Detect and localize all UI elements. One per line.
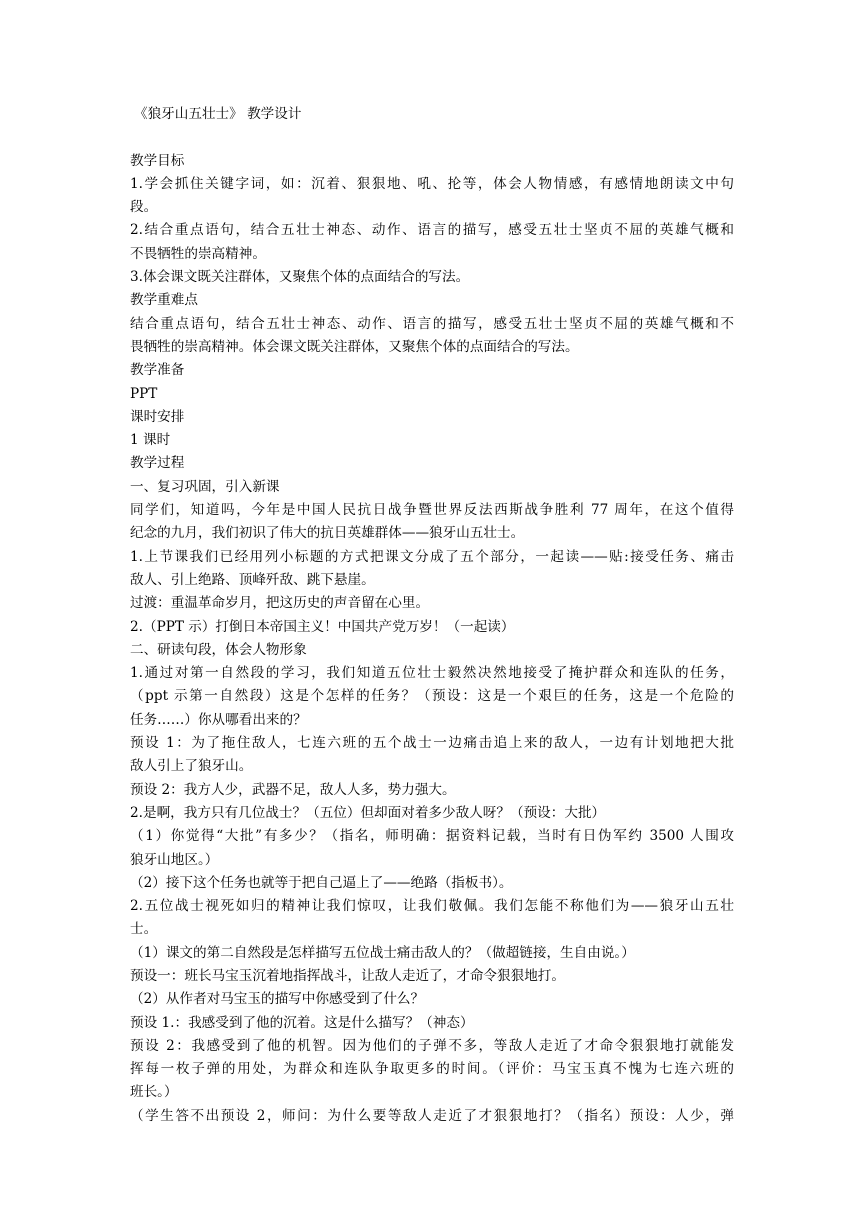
text-line: 2.（PPT 示）打倒日本帝国主义！中国共产党万岁！（一起读） (130, 618, 515, 635)
text-line: 预设 1：为了拖住敌人，七连六班的五个战士一边痛击追上来的敌人，一边有计划地把大批 (130, 735, 734, 752)
text-line: 教学准备 (130, 362, 185, 379)
text-line: 畏牺牲的崇高精神。体会课文既关注群体，又聚焦个体的点面结合的写法。 (130, 338, 579, 355)
text-line: 段。 (130, 199, 158, 216)
text-line: 课时安排 (130, 408, 185, 425)
text-line: 1 课时 (130, 432, 171, 449)
text-line: 2.五位战士视死如归的精神让我们惊叹，让我们敬佩。我们怎能不称他们为——狼牙山五壮 (130, 898, 734, 915)
text-line: 一、复习巩固，引入新课 (130, 478, 280, 495)
text-line: 敌人、引上绝路、顶峰歼敌、跳下悬崖。 (130, 571, 375, 588)
text-line: 不畏牺牲的崇高精神。 (130, 245, 266, 262)
text-line: 预设 1.：我感受到了他的沉着。这是什么描写？（神态） (130, 1014, 474, 1031)
text-line: （1）课文的第二自然段是怎样描写五位战士痛击敌人的？（做超链接，生自由说。） (130, 944, 635, 961)
text-line: 挥每一枚子弹的用处，为群众和连队争取更多的时间。（评价：马宝玉真不愧为七连六班的 (130, 1061, 734, 1078)
text-line: 二、研读句段，体会人物形象 (130, 641, 307, 658)
text-line: 1.学会抓住关键字词，如：沉着、狠狠地、吼、抡等，体会人物情感，有感情地朗读文中句 (130, 175, 734, 192)
document-page (130, 103, 734, 1128)
document-title: 《狼牙山五壮士》 教学设计 (134, 106, 302, 122)
text-line: 纪念的九月，我们初识了伟大的抗日英雄群体——狼牙山五壮士。 (130, 525, 525, 542)
text-line: 教学重难点 (130, 292, 198, 309)
text-line: 教学过程 (130, 455, 185, 472)
document-body (130, 150, 734, 1128)
text-line: 1.上节课我们已经用列小标题的方式把课文分成了五个部分，一起读——贴:接受任务、痛击 (130, 548, 734, 565)
text-line: 班长。） (130, 1084, 178, 1101)
text-line: （1）你觉得“大批”有多少？（指名，师明确：据资料记载，当时有日伪军约 3500 人围攻 (130, 828, 734, 845)
text-line: 2.是啊，我方只有几位战士？（五位）但却面对着多少敌人呀？（预设：大批） (130, 804, 606, 821)
text-line: 士。 (130, 921, 158, 938)
text-line: 过渡：重温革命岁月，把这历史的声音留在心里。 (130, 595, 430, 612)
text-line: 预设一：班长马宝玉沉着地指挥战斗，让敌人走近了，才命令狠狠地打。 (130, 967, 565, 984)
text-line: 结合重点语句，结合五壮士神态、动作、语言的描写，感受五壮士坚贞不屈的英雄气概和不 (130, 315, 734, 332)
text-line: （ppt 示第一自然段）这是个怎样的任务？（预设：这是一个艰巨的任务，这是一个危险的 (130, 688, 734, 705)
text-line: 同学们，知道吗，今年是中国人民抗日战争暨世界反法西斯战争胜利 77 周年，在这个值得 (130, 502, 734, 519)
text-line: PPT (130, 385, 158, 402)
text-line: 预设 2：我感受到了他的机智。因为他们的子弹不多，等敌人走近了才命令狠狠地打就能发 (130, 1037, 734, 1054)
text-line: 2.结合重点语句，结合五壮士神态、动作、语言的描写，感受五壮士坚贞不屈的英雄气概和 (130, 222, 734, 239)
blank-line (130, 126, 734, 149)
text-line: 1.通过对第一自然段的学习，我们知道五位壮士毅然决然地接受了掩护群众和连队的任务， (130, 665, 734, 682)
text-line: （学生答不出预设 2，师问：为什么要等敌人走近了才狠狠地打？（指名）预设：人少，弹 (130, 1107, 734, 1124)
text-line: 3.体会课文既关注群体，又聚焦个体的点面结合的写法。 (130, 269, 470, 286)
text-line: 预设 2：我方人少，武器不足，敌人人多，势力强大。 (130, 781, 456, 798)
text-line: 狼牙山地区。） (130, 851, 219, 868)
text-line: 任务……）你从哪看出来的？ (130, 711, 307, 728)
text-line: 教学目标 (130, 152, 185, 169)
text-line: （2）从作者对马宝玉的描写中你感受到了什么？ (130, 991, 425, 1008)
text-line: （2）接下这个任务也就等于把自己逼上了——绝路（指板书）。 (130, 874, 513, 891)
text-line: 敌人引上了狼牙山。 (130, 758, 253, 775)
